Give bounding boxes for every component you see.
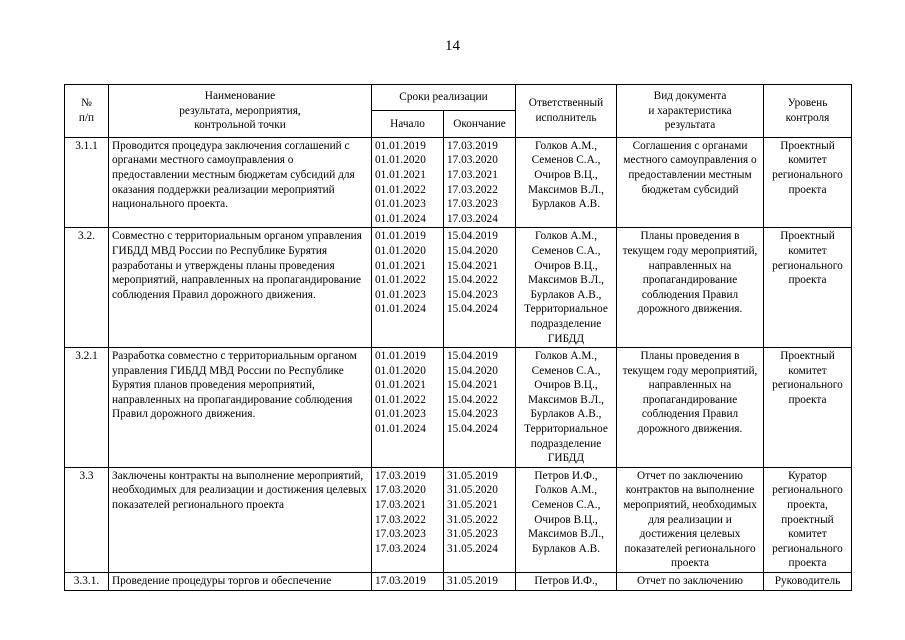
row-doc: Планы проведения в текущем году мероприятий, направленных на пропагандирование соблюдения Правил дорожного движения.	[617, 348, 764, 468]
row-start: 17.03.2019	[372, 573, 444, 591]
table-row	[65, 348, 852, 468]
row-start: 01.01.2019 01.01.2020 01.01.2021 01.01.2022 01.01.2023 01.01.2024	[372, 228, 444, 348]
table-row	[65, 573, 852, 591]
row-num: 3.3	[65, 467, 109, 572]
row-end: 31.05.2019	[444, 573, 516, 591]
row-control: Проектный комитет регионального проекта	[764, 137, 852, 228]
header-start: Начало	[372, 111, 444, 137]
row-name: Заключены контракты на выполнение мероприятий, необходимых для реализации и достижения целевых показателей регионального проекта	[109, 467, 372, 572]
table-row	[65, 467, 852, 572]
row-doc: Планы проведения в текущем году мероприятий, направленных на пропагандирование соблюдения Правил дорожного движения.	[617, 228, 764, 348]
page-number: 14	[445, 38, 460, 54]
row-doc: Отчет по заключению	[617, 573, 764, 591]
row-start: 01.01.2019 01.01.2020 01.01.2021 01.01.2022 01.01.2023 01.01.2024	[372, 348, 444, 468]
header-terms: Сроки реализации	[372, 85, 516, 111]
row-responsible: Голков А.М., Семенов С.А., Очиров В.Ц., Максимов В.Л., Бурлаков А.В.	[516, 137, 617, 228]
row-name: Проводится процедура заключения соглашений с органами местного самоуправления о предоставлении местным бюджетам субсидий для оказания поддержки реализации мероприятий национального проекта.	[109, 137, 372, 228]
row-control: Куратор регионального проекта, проектный комитет регионального проекта	[764, 467, 852, 572]
project-plan-table	[64, 84, 852, 591]
header-name: Наименование результата, мероприятия, контрольной точки	[109, 85, 372, 138]
row-num: 3.2.1	[65, 348, 109, 468]
row-start: 01.01.2019 01.01.2020 01.01.2021 01.01.2022 01.01.2023 01.01.2024	[372, 137, 444, 228]
row-control: Проектный комитет регионального проекта	[764, 348, 852, 468]
row-end: 31.05.2019 31.05.2020 31.05.2021 31.05.2022 31.05.2023 31.05.2024	[444, 467, 516, 572]
row-name: Проведение процедуры торгов и обеспечение	[109, 573, 372, 591]
header-control: Уровень контроля	[764, 85, 852, 138]
row-name: Совместно с территориальным органом управления ГИБДД МВД России по Республике Бурятия разработаны и утверждены планы проведения мероприятий, направленных на пропагандирование соблюдения Правил дорожного движения.	[109, 228, 372, 348]
header-doc-type: Вид документа и характеристика результата	[617, 85, 764, 138]
table-row	[65, 137, 852, 228]
row-control: Проектный комитет регионального проекта	[764, 228, 852, 348]
row-num: 3.1.1	[65, 137, 109, 228]
header-responsible: Ответственный исполнитель	[516, 85, 617, 138]
row-num: 3.3.1.	[65, 573, 109, 591]
row-control: Руководитель	[764, 573, 852, 591]
row-responsible: Петров И.Ф., Голков А.М., Семенов С.А., Очиров В.Ц., Максимов В.Л., Бурлаков А.В.	[516, 467, 617, 572]
header-row	[65, 85, 852, 111]
header-num: № п/п	[65, 85, 109, 138]
row-end: 17.03.2019 17.03.2020 17.03.2021 17.03.2022 17.03.2023 17.03.2024	[444, 137, 516, 228]
row-responsible: Голков А.М., Семенов С.А., Очиров В.Ц., Максимов В.Л., Бурлаков А.В., Территориальное подразделение ГИБДД	[516, 348, 617, 468]
row-start: 17.03.2019 17.03.2020 17.03.2021 17.03.2022 17.03.2023 17.03.2024	[372, 467, 444, 572]
row-num: 3.2.	[65, 228, 109, 348]
row-doc: Отчет по заключению контрактов на выполнение мероприятий, необходимых для реализации и достижения целевых показателей регионального проекта	[617, 467, 764, 572]
table-row	[65, 228, 852, 348]
row-responsible: Петров И.Ф.,	[516, 573, 617, 591]
row-end: 15.04.2019 15.04.2020 15.04.2021 15.04.2022 15.04.2023 15.04.2024	[444, 348, 516, 468]
header-end: Окончание	[444, 111, 516, 137]
row-responsible: Голков А.М., Семенов С.А., Очиров В.Ц., Максимов В.Л., Бурлаков А.В., Территориальное подразделение ГИБДД	[516, 228, 617, 348]
row-name: Разработка совместно с территориальным органом управления ГИБДД МВД России по Республике Бурятия планов проведения мероприятий, направленных на пропагандирование соблюдения Правил дорожного движения.	[109, 348, 372, 468]
row-end: 15.04.2019 15.04.2020 15.04.2021 15.04.2022 15.04.2023 15.04.2024	[444, 228, 516, 348]
row-doc: Соглашения с органами местного самоуправления о предоставлении местным бюджетам субсидий	[617, 137, 764, 228]
